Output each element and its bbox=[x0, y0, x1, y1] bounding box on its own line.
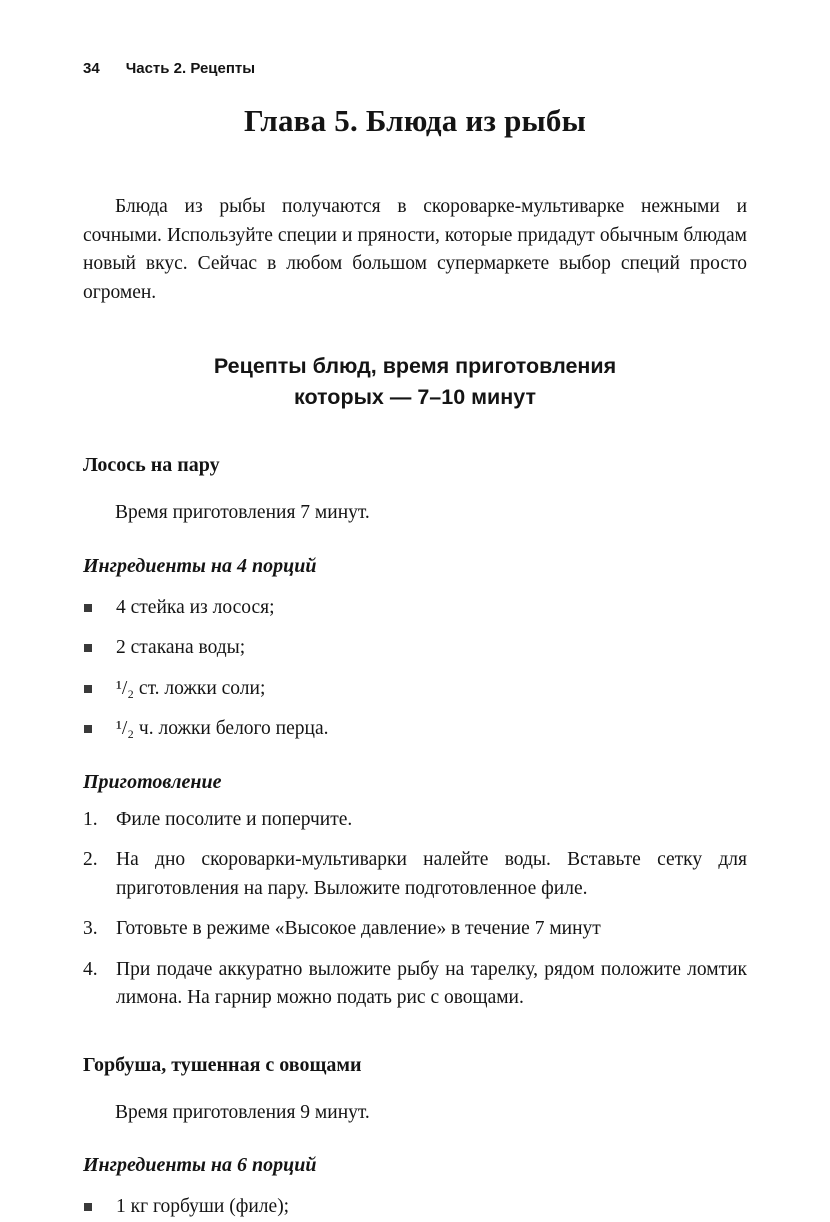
step-text: Готовьте в режиме «Высокое давление» в течение 7 минут bbox=[116, 918, 601, 939]
preparation-heading: Приготовление bbox=[83, 770, 222, 793]
ingredients-heading: Ингредиенты на 4 порций bbox=[83, 554, 317, 577]
list-item bbox=[83, 675, 747, 704]
step-item bbox=[83, 806, 747, 835]
ingredients-heading: Ингредиенты на 6 порций bbox=[83, 1154, 317, 1176]
step-item bbox=[83, 956, 747, 1013]
step-item bbox=[83, 915, 747, 944]
preparation-steps bbox=[83, 806, 747, 1013]
recipe-title: Лосось на пару bbox=[83, 454, 220, 476]
bullet-icon bbox=[84, 685, 92, 693]
section-title-line1: Рецепты блюд, время приготовления bbox=[213, 354, 617, 378]
list-item bbox=[83, 715, 747, 744]
running-head-title: Часть 2. Рецепты bbox=[125, 60, 256, 77]
step-item bbox=[83, 846, 747, 903]
step-number: 1. bbox=[83, 808, 98, 830]
step-text: При подаче аккуратно выложите рыбу на тарелку, рядом положите ломтик лимона. На гарнир можно подать рис с овощами. bbox=[116, 958, 747, 1008]
ingredients-list bbox=[83, 1193, 747, 1222]
cooking-time: Время приготовления 9 минут. bbox=[115, 1101, 370, 1123]
bullet-icon bbox=[84, 644, 92, 652]
section-title-line2: которых — 7–10 минут bbox=[293, 385, 536, 409]
bullet-icon bbox=[84, 725, 92, 733]
recipe-title: Горбуша, тушенная с овощами bbox=[83, 1053, 362, 1076]
step-text: Филе посолите и поперчите. bbox=[116, 808, 353, 830]
ingredient-text: 2 стакана воды; bbox=[116, 637, 246, 658]
ingredient-text: 4 стейка из лосося; bbox=[116, 596, 275, 618]
ingredient-text: ¹/₂ ст. ложки соли; bbox=[116, 677, 266, 699]
recipe-salmon bbox=[83, 453, 747, 1013]
section-title bbox=[83, 351, 747, 413]
ingredient-text: ¹/₂ ч. ложки белого перца. bbox=[116, 718, 329, 739]
intro-paragraph: Блюда из рыбы получаются в скороварке-мультиварке нежными и сочными. Используйте специи и пряности, которые придадут обычным блюдам новый вкус. Сейчас в любом большом супермаркете выбор специй просто огромен. bbox=[83, 196, 747, 303]
step-number: 4. bbox=[83, 958, 98, 980]
ingredients-list bbox=[83, 594, 747, 744]
list-item bbox=[83, 1193, 747, 1222]
chapter-title: Глава 5. Блюда из рыбы bbox=[243, 103, 587, 138]
recipe-pink-salmon bbox=[83, 1053, 747, 1222]
step-text: На дно скороварки-мультиварки налейте воды. Вставьте сетку для приготовления на пару. Выложите подготовленное филе. bbox=[116, 849, 747, 899]
running-head bbox=[83, 60, 747, 77]
page-number: 34 bbox=[83, 60, 100, 77]
bullet-icon bbox=[84, 604, 92, 612]
bullet-icon bbox=[84, 1203, 92, 1211]
list-item bbox=[83, 594, 747, 623]
step-number: 3. bbox=[83, 918, 98, 939]
step-number: 2. bbox=[83, 849, 98, 870]
list-item bbox=[83, 634, 747, 663]
ingredient-text: 1 кг горбуши (филе); bbox=[116, 1196, 290, 1217]
cooking-time: Время приготовления 7 минут. bbox=[115, 502, 370, 523]
